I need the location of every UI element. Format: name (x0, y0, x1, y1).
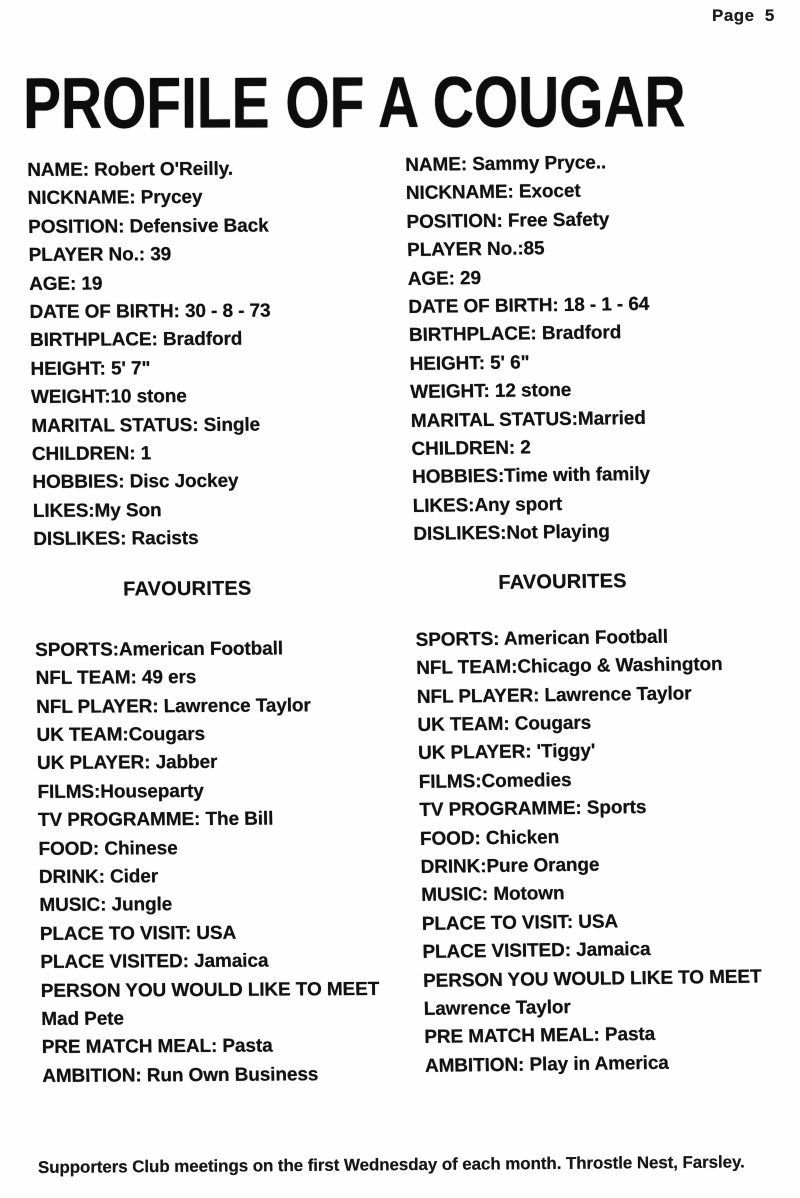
profile-line: BIRTHPLACE: Bradford (408, 322, 622, 347)
profile-line: NFL TEAM: 49 ers (35, 667, 197, 690)
profile-line: PRE MATCH MEAL: Pasta (424, 1024, 656, 1049)
profile-line: PLAYER No.: 39 (28, 244, 172, 267)
profile-line: NAME: Sammy Pryce.. (405, 152, 607, 176)
bio-list-right (405, 147, 786, 550)
profile-line: LIKES:My Son (32, 500, 162, 522)
profile-line: WEIGHT: 12 stone (410, 380, 572, 404)
favourites-heading-left: FAVOURITES (122, 577, 252, 601)
profile-line: MARITAL STATUS: Single (31, 414, 261, 437)
profile-line: AGE: 29 (407, 267, 482, 290)
profile-line: HOBBIES:Time with family (411, 464, 651, 489)
profile-line: NFL PLAYER: Lawrence Taylor (416, 682, 692, 708)
favourites-list-left (35, 634, 415, 1091)
profile-line: NAME: Robert O'Reilly. (27, 158, 234, 181)
profile-line: PRE MATCH MEAL: Pasta (41, 1035, 273, 1059)
favourites-heading-right: FAVOURITES (498, 569, 627, 594)
profile-line: FOOD: Chinese (38, 837, 178, 860)
footer-note: Supporters Club meetings on the first Wednesday of each month. Throstle Nest, Farsley. (37, 1152, 745, 1177)
profile-line: FILMS:Comedies (418, 769, 572, 793)
profile-line: NICKNAME: Exocet (405, 181, 581, 205)
profile-line: PLACE VISITED: Jamaica (40, 950, 269, 974)
favourites-list-right (415, 622, 797, 1081)
profile-line: CHILDREN: 2 (411, 437, 531, 461)
profile-line: DRINK: Cider (38, 866, 159, 888)
profile-line: DATE OF BIRTH: 30 - 8 - 73 (29, 300, 271, 324)
profile-line: MARITAL STATUS:Married (410, 407, 647, 432)
profile-line: NFL PLAYER: Lawrence Taylor (35, 694, 311, 718)
profile-line: CHILDREN: 1 (31, 443, 152, 466)
profile-line: PLACE TO VISIT: USA (421, 911, 619, 935)
profile-line: DRINK:Pure Orange (420, 854, 600, 878)
profile-line: DISLIKES: Racists (33, 528, 199, 551)
profile-line: UK PLAYER: Jabber (36, 752, 218, 775)
profile-line: DISLIKES:Not Playing (413, 521, 611, 546)
profile-line: PLACE TO VISIT: USA (39, 922, 237, 945)
profile-line: FILMS:Houseparty (37, 780, 204, 803)
profile-line: UK PLAYER: 'Tiggy' (417, 740, 596, 765)
profile-line: SPORTS: American Football (415, 626, 669, 651)
profile-column-left (27, 155, 414, 1091)
page-number: Page 5 (712, 6, 775, 25)
profile-column-right (405, 147, 797, 1081)
profile-line: POSITION: Defensive Back (27, 215, 269, 238)
profile-line: WEIGHT:10 stone (30, 386, 187, 409)
profile-line: AGE: 19 (28, 273, 103, 295)
bio-list-left (27, 155, 406, 555)
profile-line: HEIGHT: 5' 7" (30, 358, 151, 380)
profile-line: AMBITION: Play in America (424, 1052, 669, 1077)
profile-line: PERSON YOU WOULD LIKE TO MEET (40, 978, 380, 1002)
profile-line: NFL TEAM:Chicago & Washington (416, 654, 723, 680)
profile-line: BIRTHPLACE: Bradford (29, 329, 243, 352)
page-title: PROFILE OF A COUGAR (22, 62, 686, 144)
profile-line: AMBITION: Run Own Business (42, 1064, 319, 1087)
profile-line: Mad Pete (41, 1008, 125, 1030)
profile-line: POSITION: Free Safety (406, 209, 610, 233)
profile-line: LIKES:Any sport (412, 493, 563, 517)
profile-line: PLAYER No.:85 (406, 238, 545, 262)
profile-line: HOBBIES: Disc Jockey (32, 471, 239, 494)
profile-line: Lawrence Taylor (423, 996, 571, 1020)
profile-line: NICKNAME: Prycey (27, 187, 203, 210)
profile-line: PERSON YOU WOULD LIKE TO MEET (422, 966, 762, 992)
profile-line: UK TEAM:Cougars (36, 723, 206, 746)
profile-line: DATE OF BIRTH: 18 - 1 - 64 (408, 293, 650, 319)
profile-line: HEIGHT: 5' 6" (409, 352, 530, 375)
profile-line: PLACE VISITED: Jamaica (422, 939, 651, 964)
profile-line: TV PROGRAMME: Sports (419, 797, 647, 822)
profile-line: UK TEAM: Cougars (417, 712, 592, 736)
profile-line: MUSIC: Jungle (39, 894, 173, 917)
profile-line: FOOD: Chicken (419, 826, 560, 850)
profile-line: TV PROGRAMME: The Bill (37, 808, 274, 832)
profile-line: SPORTS:American Football (35, 638, 284, 661)
profile-line: MUSIC: Motown (420, 883, 565, 907)
